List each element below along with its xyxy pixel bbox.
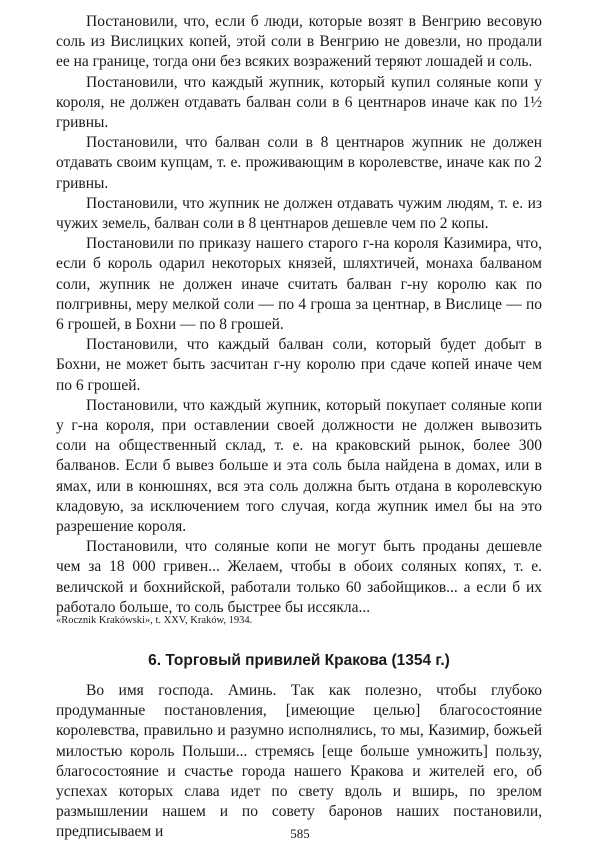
paragraph: Постановили, что соляные копи не могут быть проданы дешевле чем за 18 000 гривен... Желаем, чтобы в обоих соляных копях, т. е. величской и бохнийской, работали только 60 забойщиков... а если б их работало больше, то соль быстрее бы иссякла... [56,538,542,616]
source-citation: «Rocznik Krakówski», t. XXV, Kraków, 1934. [56,615,253,626]
paragraph: Постановили, что каждый жупник, который покупает соляные копи у г-на короля, при оставлении своей должности не должен вывозить соли на общественный склад, т. е. на краковский рынок, более 300 балванов. Если б вывез больше и эта соль была найдена в домах, или в ямах, или в конюшнях, вся эта соль должна быть отдана в королевскую кладовую, за исключением того случая, когда жупник имел бы на это разрешение короля. [56,396,542,536]
paragraph: Постановили, что жупник не должен отдавать чужим людям, т. е. из чужих земель, балван соли в 8 центнаров дешевле чем по 2 копы. [56,194,542,233]
paragraph: Во имя господа. Аминь. Так как полезно, чтобы глубоко продуманные постановления, [имеющие целью] благосостояние королевства, правильно и разумно исполнялись, то мы, Казимир, божьей милостью король Польши... стремясь [еще больше умножить] пользу, благосостояние и счастье города нашего Кракова и жителей его, об успехах которых слава идет по свету вдоль и вширь, по зрелом размышлении нашем и по совету баронов наших постановили, предписываем и [56,682,542,841]
paragraph: Постановили по приказу нашего старого г-на короля Казимира, что, если б король одарил некоторых князей, шляхтичей, монаха балваном соли, жупник не должен иначе считать балван г-ну королю как по полгривны, меру мелкой соли — по 4 гроша за центнар, в Вислице — по 6 грошей, в Бохни — по 8 грошей. [56,235,542,334]
paragraph: Постановили, что балван соли в 8 центнаров жупник не должен отдавать своим купцам, т. е. проживающим в королевстве, иначе как по 2 гривны. [56,134,542,192]
page-number: 585 [290,826,310,841]
decree-text [56,12,542,618]
section-heading: 6. Торговый привилей Кракова (1354 г.) [148,652,450,669]
paragraph: Постановили, что, если б люди, которые возят в Венгрию весовую соль из Вислицких копей, этой соли в Венгрию не довезли, но продали ее на границе, тогда они без всяких возражений теряют лошадей и соль. [56,13,542,71]
paragraph: Постановили, что каждый балван соли, который будет добыт в Бохни, не может быть засчитан г-ну королю при сдаче копей иначе чем по 6 грошей. [56,336,542,394]
section-body [56,681,542,843]
paragraph: Постановили, что каждый жупник, который купил соляные копи у короля, не должен отдавать балван соли в 6 центнаров иначе как по 1½ гривны. [56,73,542,132]
